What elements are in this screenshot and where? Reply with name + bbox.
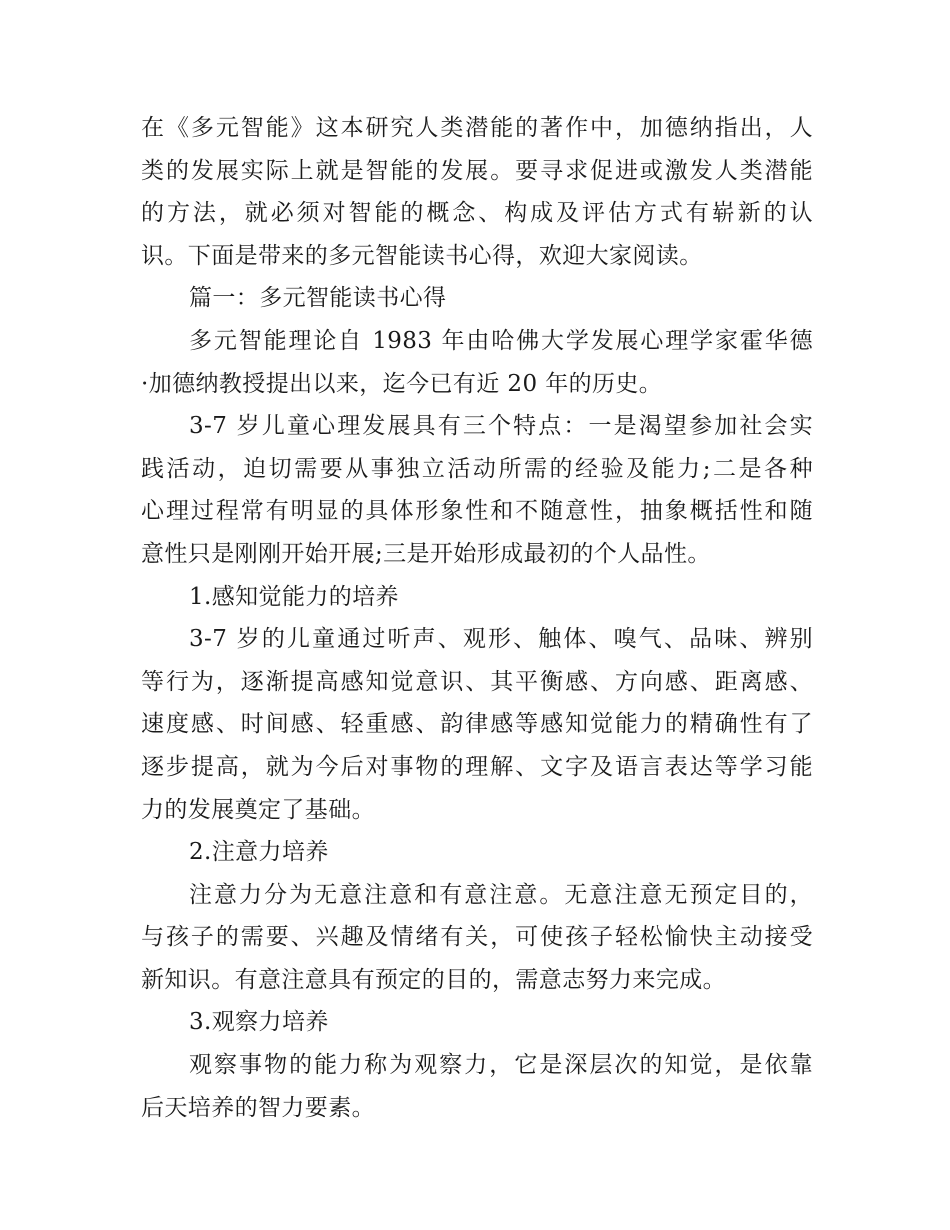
document-body [141, 107, 813, 1129]
section-heading: 篇一：多元智能读书心得 [189, 285, 447, 312]
text-line: 新知识。有意注意具有预定的目的，需意志努力来完成。 [141, 966, 726, 993]
text-line: 速度感、时间感、轻重感、韵律感等感知觉能力的精确性有了 [141, 711, 813, 738]
text-line: 与孩子的需要、兴趣及情绪有关，可使孩子轻松愉快主动接受 [141, 924, 813, 951]
text-line: 的方法，就必须对智能的概念、构成及评估方式有崭新的认 [141, 200, 813, 227]
text-line: 力的发展奠定了基础。 [141, 796, 375, 823]
text-line: 3-7 岁的儿童通过听声、观形、触体、嗅气、品味、辨别 [189, 626, 813, 653]
text-line: 意性只是刚刚开始开展;三是开始形成最初的个人品性。 [141, 540, 711, 567]
text-line: 心理过程常有明显的具体形象性和不随意性，抽象概括性和随 [141, 498, 813, 525]
text-line: ·加德纳教授提出以来，迄今已有近 20 年的历史。 [141, 370, 663, 397]
text-line: 践活动，迫切需要从事独立活动所需的经验及能力;二是各种 [141, 455, 813, 482]
text-line: 多元智能理论自 1983 年由哈佛大学发展心理学家霍华德 [189, 327, 813, 354]
text-line: 后天培养的智力要素。 [141, 1094, 375, 1121]
text-line: 等行为，逐渐提高感知觉意识、其平衡感、方向感、距离感、 [141, 668, 813, 695]
text-line: 注意力分为无意注意和有意注意。无意注意无预定目的， [189, 881, 813, 908]
subsection-heading: 1.感知觉能力的培养 [189, 583, 399, 610]
text-line: 类的发展实际上就是智能的发展。要寻求促进或激发人类潜能 [141, 157, 813, 184]
subsection-heading: 2.注意力培养 [189, 839, 329, 866]
text-line: 在《多元智能》这本研究人类潜能的著作中，加德纳指出，人 [141, 115, 813, 141]
text-line: 观察事物的能力称为观察力，它是深层次的知觉，是依靠 [189, 1052, 813, 1079]
text-line: 识。下面是带来的多元智能读书心得，欢迎大家阅读。 [141, 242, 703, 269]
text-line: 3-7 岁儿童心理发展具有三个特点：一是渴望参加社会实 [189, 413, 813, 440]
text-line: 逐步提高，就为今后对事物的理解、文字及语言表达等学习能 [141, 753, 813, 780]
subsection-heading: 3.观察力培养 [189, 1009, 329, 1036]
